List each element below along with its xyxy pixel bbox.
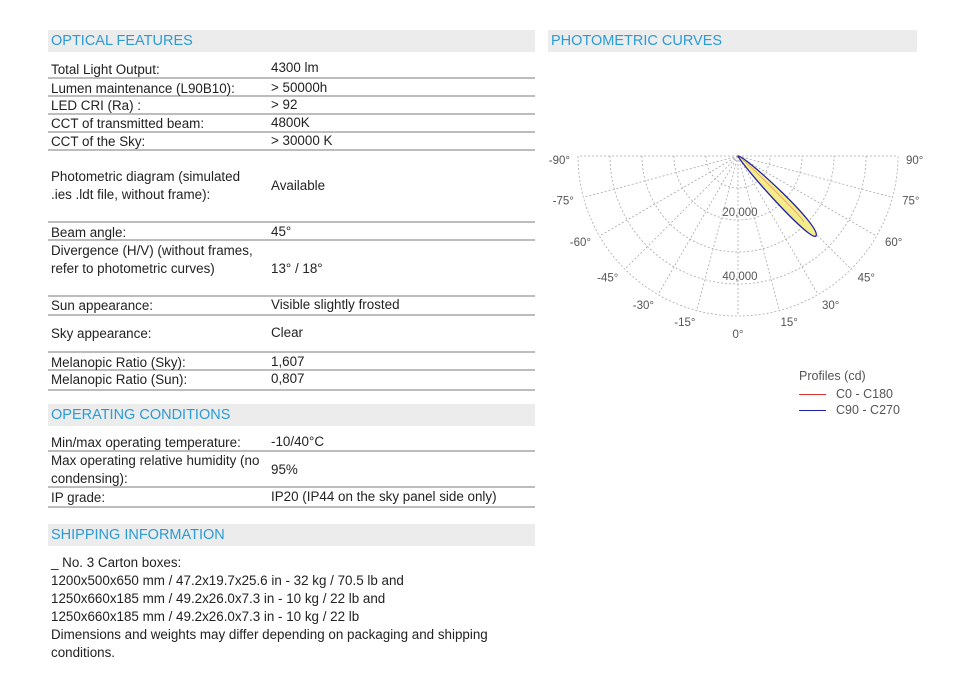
row-value: Visible slightly frosted (271, 297, 400, 312)
polar-angle-label: -15° (674, 317, 696, 330)
row-value: Clear (271, 325, 303, 340)
row-value: 4800K (271, 115, 310, 130)
legend-item-c90-c270 (799, 402, 900, 418)
legend-item-c0-c180 (799, 386, 893, 402)
table-row (48, 97, 535, 115)
polar-angle-label: -90° (548, 155, 570, 167)
polar-angle-label: -45° (597, 272, 619, 285)
polar-radial-line (599, 156, 738, 236)
row-value: IP20 (IP44 on the sky panel side only) (271, 489, 497, 504)
legend-line-red (799, 394, 826, 395)
table-row (48, 297, 535, 316)
polar-radial-line (697, 156, 738, 311)
shipping-line: _ No. 3 Carton boxes: (51, 555, 182, 570)
row-value: 13° / 18° (271, 261, 323, 276)
row-value: > 30000 K (271, 133, 333, 148)
row-value: 4300 lm (271, 60, 319, 75)
row-label: LED CRI (Ra) : (51, 98, 142, 113)
shipping-line: Dimensions and weights may differ depending on packaging and shipping (51, 627, 488, 642)
polar-radial-line (583, 156, 738, 197)
polar-grid (578, 156, 898, 316)
table-row (48, 316, 535, 353)
optical-features-table (48, 59, 535, 391)
table-row (48, 241, 535, 297)
row-value: Available (271, 178, 326, 193)
beam-lobe-c90-c270 (738, 156, 816, 236)
polar-angle-label: 15° (780, 317, 798, 330)
row-label: Max operating relative humidity (no condensing): (51, 453, 260, 486)
row-value: 1,607 (271, 354, 305, 369)
photometric-beam (738, 156, 816, 236)
polar-angle-labels (549, 155, 924, 341)
row-label: Melanopic Ratio (Sun): (51, 372, 188, 387)
row-label: IP grade: (51, 490, 106, 505)
table-row (48, 353, 535, 371)
row-label: CCT of the Sky: (51, 134, 146, 149)
polar-angle-label: 60° (884, 237, 903, 249)
row-value: 0,807 (271, 371, 305, 386)
polar-angle-label: 90° (906, 155, 924, 167)
legend-label: C90 - C270 (836, 403, 900, 417)
row-label: Divergence (H/V) (without frames, refer to photometric curves) (51, 243, 253, 276)
row-value: > 92 (271, 97, 298, 112)
row-label: Sky appearance: (51, 326, 152, 341)
shipping-information-text (51, 554, 531, 662)
shipping-line: 1250x660x185 mm / 49.2x26.0x7.3 in - 10 kg / 22 lb (51, 609, 360, 624)
optical-features-header: OPTICAL FEATURES (48, 30, 535, 52)
polar-radial-line (625, 156, 738, 269)
polar-angle-label: 0° (732, 329, 744, 341)
shipping-line: 1200x500x650 mm / 47.2x19.7x25.6 in - 32 kg / 70.5 lb and (51, 573, 404, 588)
polar-angle-label: 30° (822, 299, 840, 312)
polar-angle-label: -30° (632, 299, 654, 312)
polar-angle-label: 45° (857, 272, 876, 285)
polar-angle-label: 75° (902, 195, 920, 208)
table-row (48, 452, 535, 488)
table-row (48, 371, 535, 391)
table-row (48, 151, 535, 223)
polar-photometric-diagram (548, 130, 928, 341)
operating-conditions-table (48, 432, 535, 508)
row-value: 95% (271, 462, 298, 477)
shipping-line: conditions. (51, 645, 116, 660)
table-row (48, 488, 535, 508)
legend-label: C0 - C180 (836, 387, 893, 401)
polar-ring-label: 40,000 (722, 271, 758, 283)
row-label: Lumen maintenance (L90B10): (51, 81, 235, 96)
table-row (48, 133, 535, 151)
row-value: 45° (271, 224, 292, 239)
table-row (48, 79, 535, 97)
operating-conditions-header: OPERATING CONDITIONS (48, 404, 535, 426)
row-value: -10/40°C (271, 434, 324, 449)
shipping-information-header: SHIPPING INFORMATION (48, 524, 535, 546)
table-row (48, 115, 535, 133)
table-row (48, 432, 535, 452)
legend-line-blue (799, 410, 826, 411)
row-label: Min/max operating temperature: (51, 435, 241, 450)
legend-title: Profiles (cd) (799, 369, 866, 383)
row-label: CCT of transmitted beam: (51, 116, 205, 131)
table-row (48, 59, 535, 79)
row-label: Melanopic Ratio (Sky): (51, 355, 186, 370)
polar-angle-label: -75° (552, 195, 574, 208)
shipping-line: 1250x660x185 mm / 49.2x26.0x7.3 in - 10 kg / 22 lb and (51, 591, 386, 606)
polar-ring-label: 20,000 (722, 207, 758, 219)
row-label: Total Light Output: (51, 62, 160, 77)
photometric-legend (799, 368, 900, 418)
row-label: Beam angle: (51, 225, 127, 240)
polar-angle-label: -60° (569, 237, 592, 249)
row-value: > 50000h (271, 80, 328, 95)
row-label: Sun appearance: (51, 298, 153, 313)
photometric-curves-header: PHOTOMETRIC CURVES (548, 30, 917, 52)
row-label: Photometric diagram (simulated .ies .ldt file, without frame): (51, 169, 241, 202)
table-row (48, 223, 535, 241)
